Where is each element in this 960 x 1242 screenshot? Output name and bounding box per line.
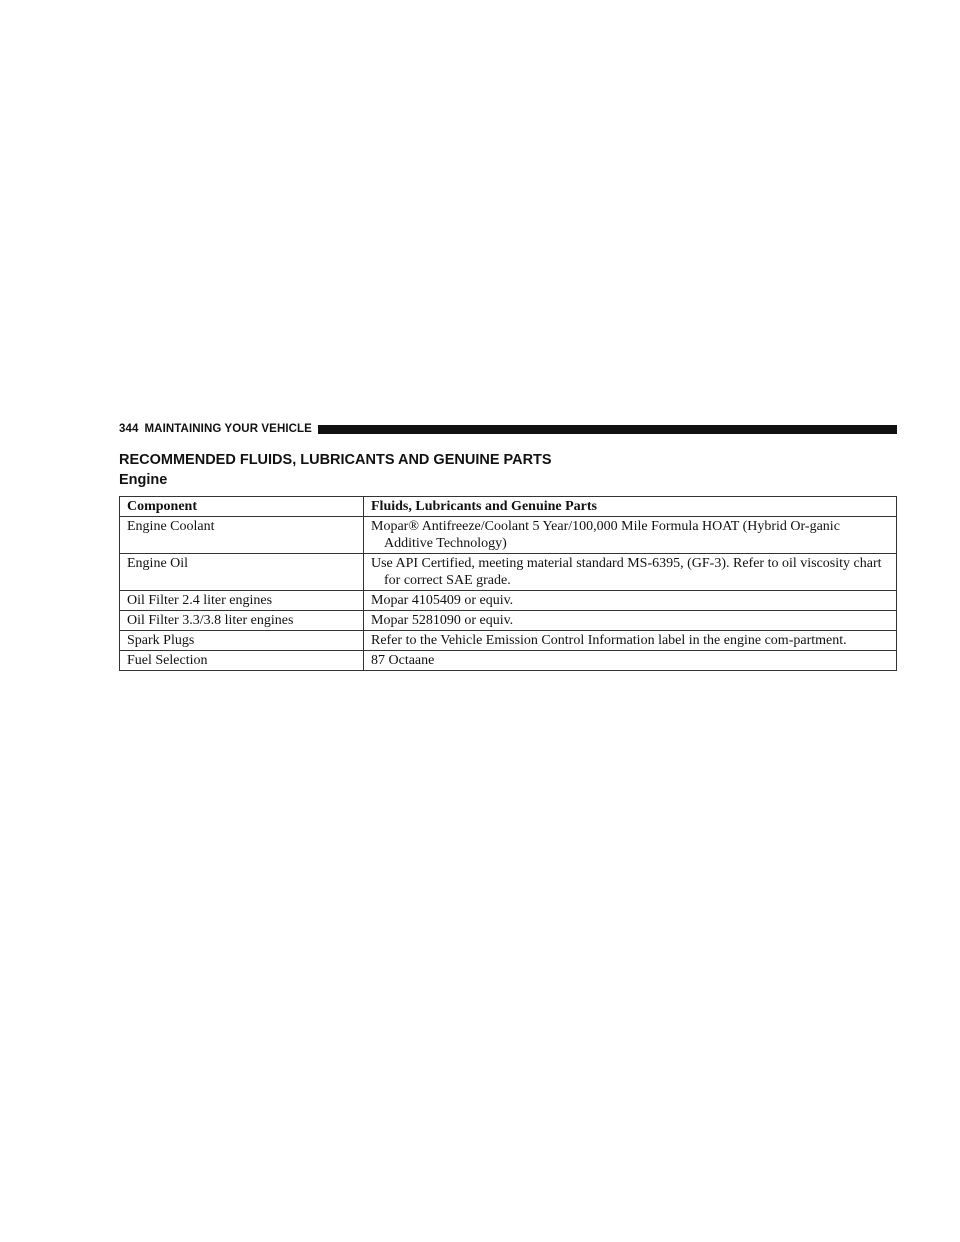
spec-cell: Mopar 4105409 or equiv.: [364, 591, 897, 611]
component-cell: Oil Filter 3.3/3.8 liter engines: [120, 611, 364, 631]
spec-cell: Use API Certified, meeting material standard MS-6395, (GF-3). Refer to oil viscosity chart for correct SAE grade.: [364, 554, 897, 591]
component-cell: Oil Filter 2.4 liter engines: [120, 591, 364, 611]
spec-cell: Mopar 5281090 or equiv.: [364, 611, 897, 631]
section-name: MAINTAINING YOUR VEHICLE: [144, 423, 312, 435]
component-cell: Fuel Selection: [120, 651, 364, 671]
fluids-table: [119, 496, 897, 671]
spec-cell: Mopar® Antifreeze/Coolant 5 Year/100,000 Mile Formula HOAT (Hybrid Or-ganic Additive Technology): [364, 517, 897, 554]
column-header-component: Component: [120, 497, 364, 517]
table-row: [120, 651, 897, 671]
component-cell: Engine Coolant: [120, 517, 364, 554]
table-row: [120, 517, 897, 554]
table-row: [120, 554, 897, 591]
page-number: 344: [119, 423, 139, 435]
spec-cell: Refer to the Vehicle Emission Control Information label in the engine com-partment.: [364, 631, 897, 651]
page-title: RECOMMENDED FLUIDS, LUBRICANTS AND GENUINE PARTS: [119, 452, 552, 468]
spec-cell: 87 Octaane: [364, 651, 897, 671]
running-header: [119, 421, 897, 437]
table-row: [120, 611, 897, 631]
table-header-row: [120, 497, 897, 517]
table-row: [120, 631, 897, 651]
component-cell: Spark Plugs: [120, 631, 364, 651]
subsection-title: Engine: [119, 472, 168, 488]
component-cell: Engine Oil: [120, 554, 364, 591]
column-header-spec: Fluids, Lubricants and Genuine Parts: [364, 497, 897, 517]
table-row: [120, 591, 897, 611]
header-rule: [318, 425, 897, 434]
